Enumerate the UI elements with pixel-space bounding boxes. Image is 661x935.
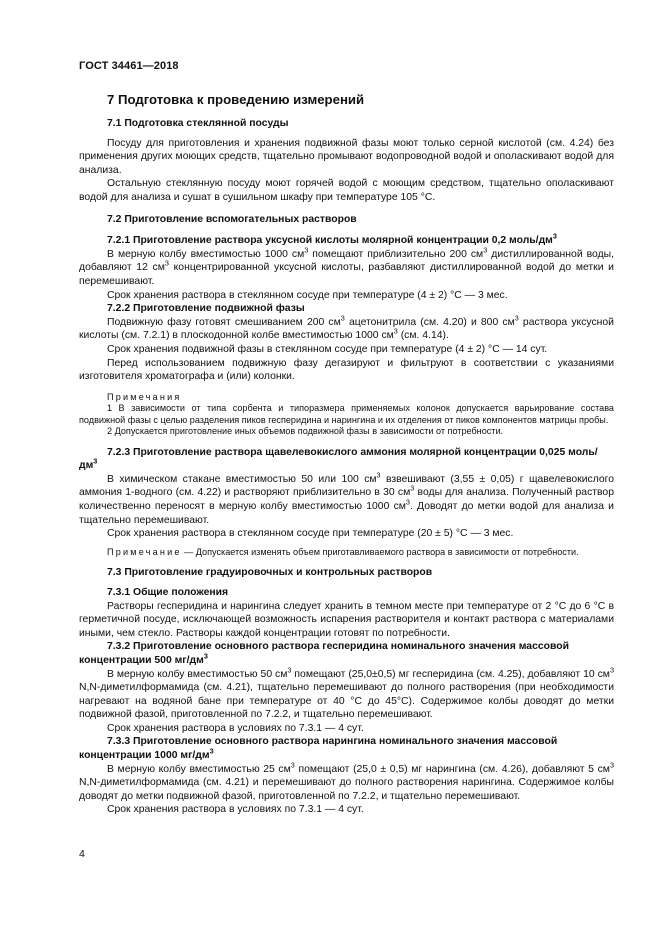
page-content [79,92,614,817]
paragraph-7-3-2-2: Срок хранения раствора в условиях по 7.3.1 — 4 сут. [107,722,364,734]
clause-7-2-1-title: 7.2.1 Приготовление раствора уксусной кислоты молярной концентрации 0,2 моль/$дм^3$ [107,231,557,247]
clause-7-3-3-title: 7.3.3 Приготовление основного раствора нарингина номинального значения массовой концентрации 1000 $мг/дм^3$ [79,736,558,762]
note-1: 1 В зависимости от типа сорбента и типоразмера применяемых колонок допускается варьирование состава подвижной фазы с целью разделения пиков гесперидина и нарингина и их отделения от пиков компонентов матрицы пробы. [79,403,614,425]
subsection-7-3-title: 7.3 Приготовление градуировочных и контрольных растворов [107,567,433,579]
paragraph-7-2-2-2: Срок хранения подвижной фазы в стеклянном сосуде при температуре (4 ± 2) °С — 14 сут. [107,343,548,355]
clause-7-2-3-title: 7.2.3 Приготовление раствора щавелевокислого аммония молярной концентрации 0,025 моль/$дм^3$ [79,446,598,472]
clause-7-2-2-title: 7.2.2 Приготовление подвижной фазы [107,303,305,315]
subsection-7-1-title: 7.1 Подготовка стеклянной посуды [107,118,289,129]
standard-header: ГОСТ 34461—2018 [79,60,179,72]
paragraph-7-3-2-1: В мерную колбу вместимостью 50 $см^3$ помещают (25,0±0,5) мг гесперидина (см. 4.25), добавляют 10 $см^3$ N,N-диметилформамида (см. 4.21), тщательно перемешивают до полного растворения (при необходимости нагревают на водяной бане при температуре от 40 °С до 45°С). Содержимое колбы доводят до метки подвижной фазой, приготовленной по 7.2.2, и тщательно перемешивают. [79,665,614,721]
paragraph-7-3-3-2: Срок хранения раствора в условиях по 7.3.1 — 4 сут. [107,804,364,816]
clause-7-3-1-title: 7.3.1 Общие положения [107,586,229,598]
paragraph-7-3-3-1: В мерную колбу вместимостью 25 $см^3$ помещают (25,0 ± 0,5) мг нарингина (см. 4.26), добавляют 5 $см^3$ N,N-диметилформамида (см. 4.21) и перемешивают до полного растворения нарингина. Содержимое колбы доводят до метки подвижной фазой, приготовленной по 7.2.2, и тщательно перемешивают. [79,760,614,802]
clause-7-3-2-title: 7.3.2 Приготовление основного раствора гесперидина номинального значения массовой концентрации 500 $мг/дм^3$ [79,641,569,666]
page-number: 4 [79,848,85,860]
paragraph-7-2-3-1: В химическом стакане вместимостью 50 или 100 $см^3$ взвешивают (3,55 ± 0,05) г щавелевокислого аммония 1-водного (см. 4.22) и растворяют приблизительно в 30 $см^3$ воды для анализа. Полученный раствор количественно переносят в мерную колбу вместимостью 1000 $см^3$. Доводят до метки водой для анализа и тщательно перемешивают. [79,470,614,526]
subsection-7-2-title: 7.2 Приготовление вспомогательных растворов [107,213,357,225]
paragraph-7-2-3-2: Срок хранения раствора в стеклянном сосуде при температуре (20 ± 5) °С — 3 мес. [107,528,514,540]
paragraph-7-2-1-1: В мерную колбу вместимостью 1000 $см^3$ помещают приблизительно 200 $см^3$ дистиллированной воды, добавляют 12 $см^3$ концентрированной уксусной кислоты, разбавляют дистиллированной водой до метки и перемешивают. [79,245,615,287]
paragraph-7-3-1-1: Растворы гесперидина и нарингина следует хранить в темном месте при температуре от 2 °С до 6 °С в герметичной посуде, исключающей возможность испарения растворителя и контакт раствора с материалами иными, чем стекло. Растворы каждой концентрации готовят по потребности. [79,600,614,639]
paragraph-7-2-1-2: Срок хранения раствора в стеклянном сосуде при температуре (4 ± 2) °С — 3 мес. [107,289,508,301]
paragraph-7-2-2-3: Перед использованием подвижную фазу дегазируют и фильтруют в соответствии с указаниями изготовителя хроматографа и (или) колонки. [79,357,614,383]
paragraph-7-1-1: Посуду для приготовления и хранения подвижной фазы моют только серной кислотой (см. 4.24) без применения других моющих средств, тщательно промывают водопроводной водой и ополаскивают водой для анализа. [79,137,614,176]
note-7-2-3: Примечание — Допускается изменять объем приготавливаемого раствора в зависимости от потребности. [107,546,579,557]
paragraph-7-2-2-1: Подвижную фазу готовят смешиванием 200 $см^3$ ацетонитрила (см. 4.20) и 800 $см^3$ раствора уксусной кислоты (см. 7.2.1) в плоскодонной колбе вместимостью 1000 $см^3$ (см. 4.14). [79,313,614,342]
section-title: 7 Подготовка к проведению измерений [107,92,365,107]
notes-label: Примечания [107,391,182,402]
paragraph-7-1-2: Остальную стеклянную посуду моют горячей водой с моющим средством, тщательно ополаскивают водой для анализа и сушат в сушильном шкафу при температуре 105 °С. [79,178,614,203]
note-2: 2 Допускается приготовление иных объемов подвижной фазы в зависимости от потребности. [107,426,504,437]
